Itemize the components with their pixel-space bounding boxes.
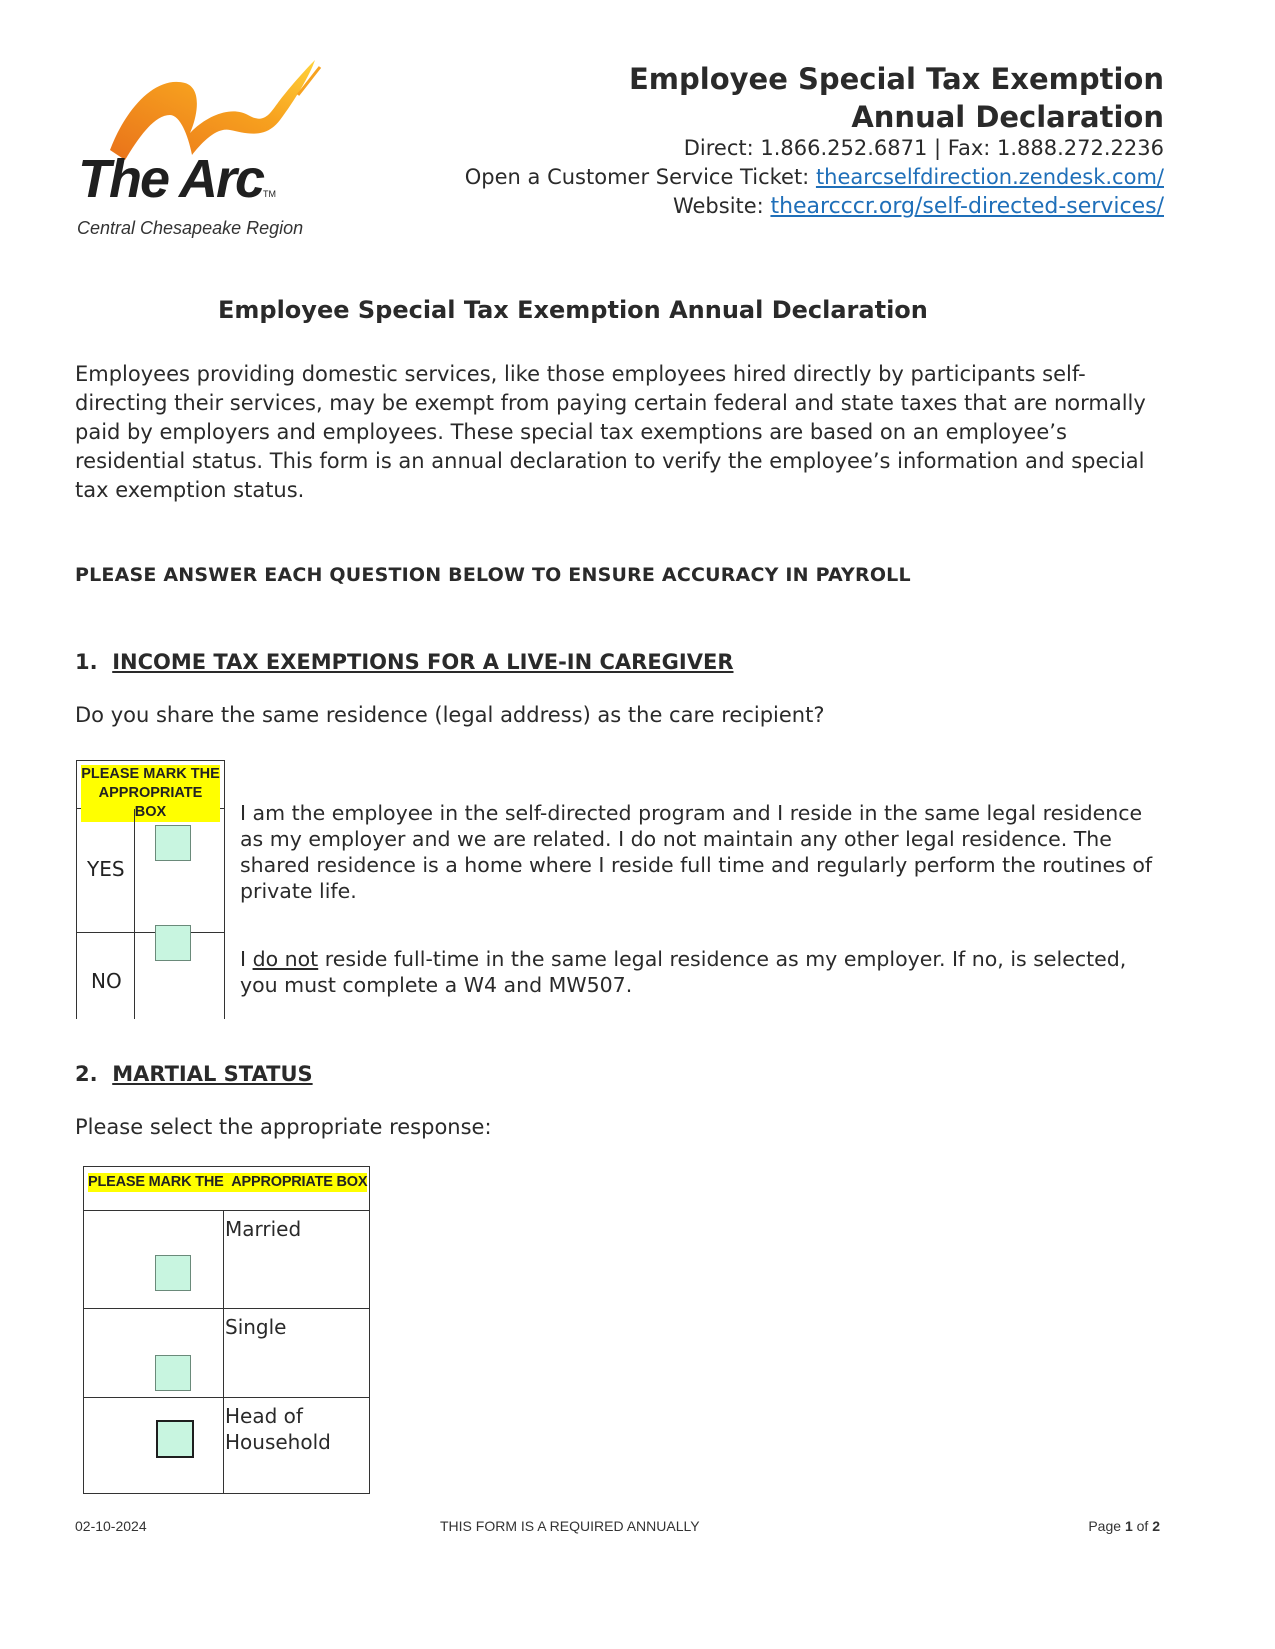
header-ticket-line <box>465 165 1164 189</box>
option-single-label: Single <box>225 1315 287 1339</box>
footer-note: THIS FORM IS A REQUIRED ANNUALLY <box>440 1518 700 1534</box>
header-website-line <box>673 194 1164 219</box>
no-checkbox[interactable] <box>155 925 191 961</box>
no-description: I do not reside full-time in the same legal residence as my employer. If no, is selected, you must complete a W4 and MW507. <box>240 947 1127 997</box>
arc-logo-wordmark: The ArcTM <box>78 149 277 209</box>
footer-date: 02-10-2024 <box>75 1518 147 1534</box>
instruction-heading: PLEASE ANSWER EACH QUESTION BELOW TO ENSURE ACCURACY IN PAYROLL <box>75 564 911 586</box>
option-head-of-household-label: Head of Household <box>225 1404 331 1454</box>
yes-label: YES <box>87 857 125 881</box>
trademark-mark: TM <box>263 189 277 199</box>
residence-table <box>76 760 225 1019</box>
header-title-line2: Annual Declaration <box>851 100 1164 134</box>
head-of-household-checkbox[interactable] <box>156 1420 194 1458</box>
yes-description: I am the employee in the self-directed program and I reside in the same legal residence as my employer and we are related. I do not maintain any other legal residence. The shared residence is a home where I reside full time and regularly perform the routines of private life. <box>240 801 1153 903</box>
no-emphasis: do not <box>252 947 319 971</box>
website-label: Website: <box>672 194 771 218</box>
option-married-label: Married <box>225 1217 302 1241</box>
section1-heading <box>75 650 734 674</box>
marital-table-header <box>84 1167 369 1211</box>
section1-number: 1. <box>75 650 98 674</box>
section2-number: 2. <box>75 1062 98 1086</box>
mark-box-instruction: PLEASE MARK THE APPROPRIATE BOX <box>81 766 220 820</box>
single-checkbox[interactable] <box>155 1355 191 1391</box>
section2-heading <box>75 1062 313 1086</box>
yes-checkbox[interactable] <box>155 825 191 861</box>
section1-title: INCOME TAX EXEMPTIONS FOR A LIVE-IN CAREGIVER <box>112 650 734 674</box>
intro-paragraph: Employees providing domestic services, like those employees hired directly by participants self-directing their services, may be exempt from paying certain federal and state taxes that are normally paid by employers and employees. These special tax exemptions are based on an employee’s residential status. This form is an annual declaration to verify the employee’s information and special tax exemption status. <box>75 362 1146 502</box>
section1-question: Do you share the same residence (legal address) as the care recipient? <box>75 703 825 727</box>
no-label: NO <box>91 969 122 993</box>
header-contact-phone: Direct: 1.866.252.6871 | Fax: 1.888.272.2236 <box>683 136 1164 160</box>
married-checkbox[interactable] <box>155 1255 191 1291</box>
marital-status-table <box>83 1166 370 1494</box>
arc-logo-subtitle: Central Chesapeake Region <box>77 218 304 238</box>
residence-table-header <box>77 761 224 820</box>
header-title-line1: Employee Special Tax Exemption <box>629 62 1164 96</box>
document-title: Employee Special Tax Exemption Annual Declaration <box>218 296 928 324</box>
header-title <box>629 60 1164 136</box>
footer-page-number: Page 1 of 2 <box>1088 1518 1160 1534</box>
section2-title: MARTIAL STATUS <box>112 1062 313 1086</box>
website-link[interactable]: thearcccr.org/self-directed-services/ <box>770 194 1164 219</box>
ticket-label: Open a Customer Service Ticket: <box>464 165 816 189</box>
section2-question: Please select the appropriate response: <box>75 1115 492 1139</box>
mark-box-instruction-2: PLEASE MARK THE APPROPRIATE BOX <box>88 1174 368 1190</box>
ticket-link[interactable]: thearcselfdirection.zendesk.com/ <box>815 165 1164 189</box>
